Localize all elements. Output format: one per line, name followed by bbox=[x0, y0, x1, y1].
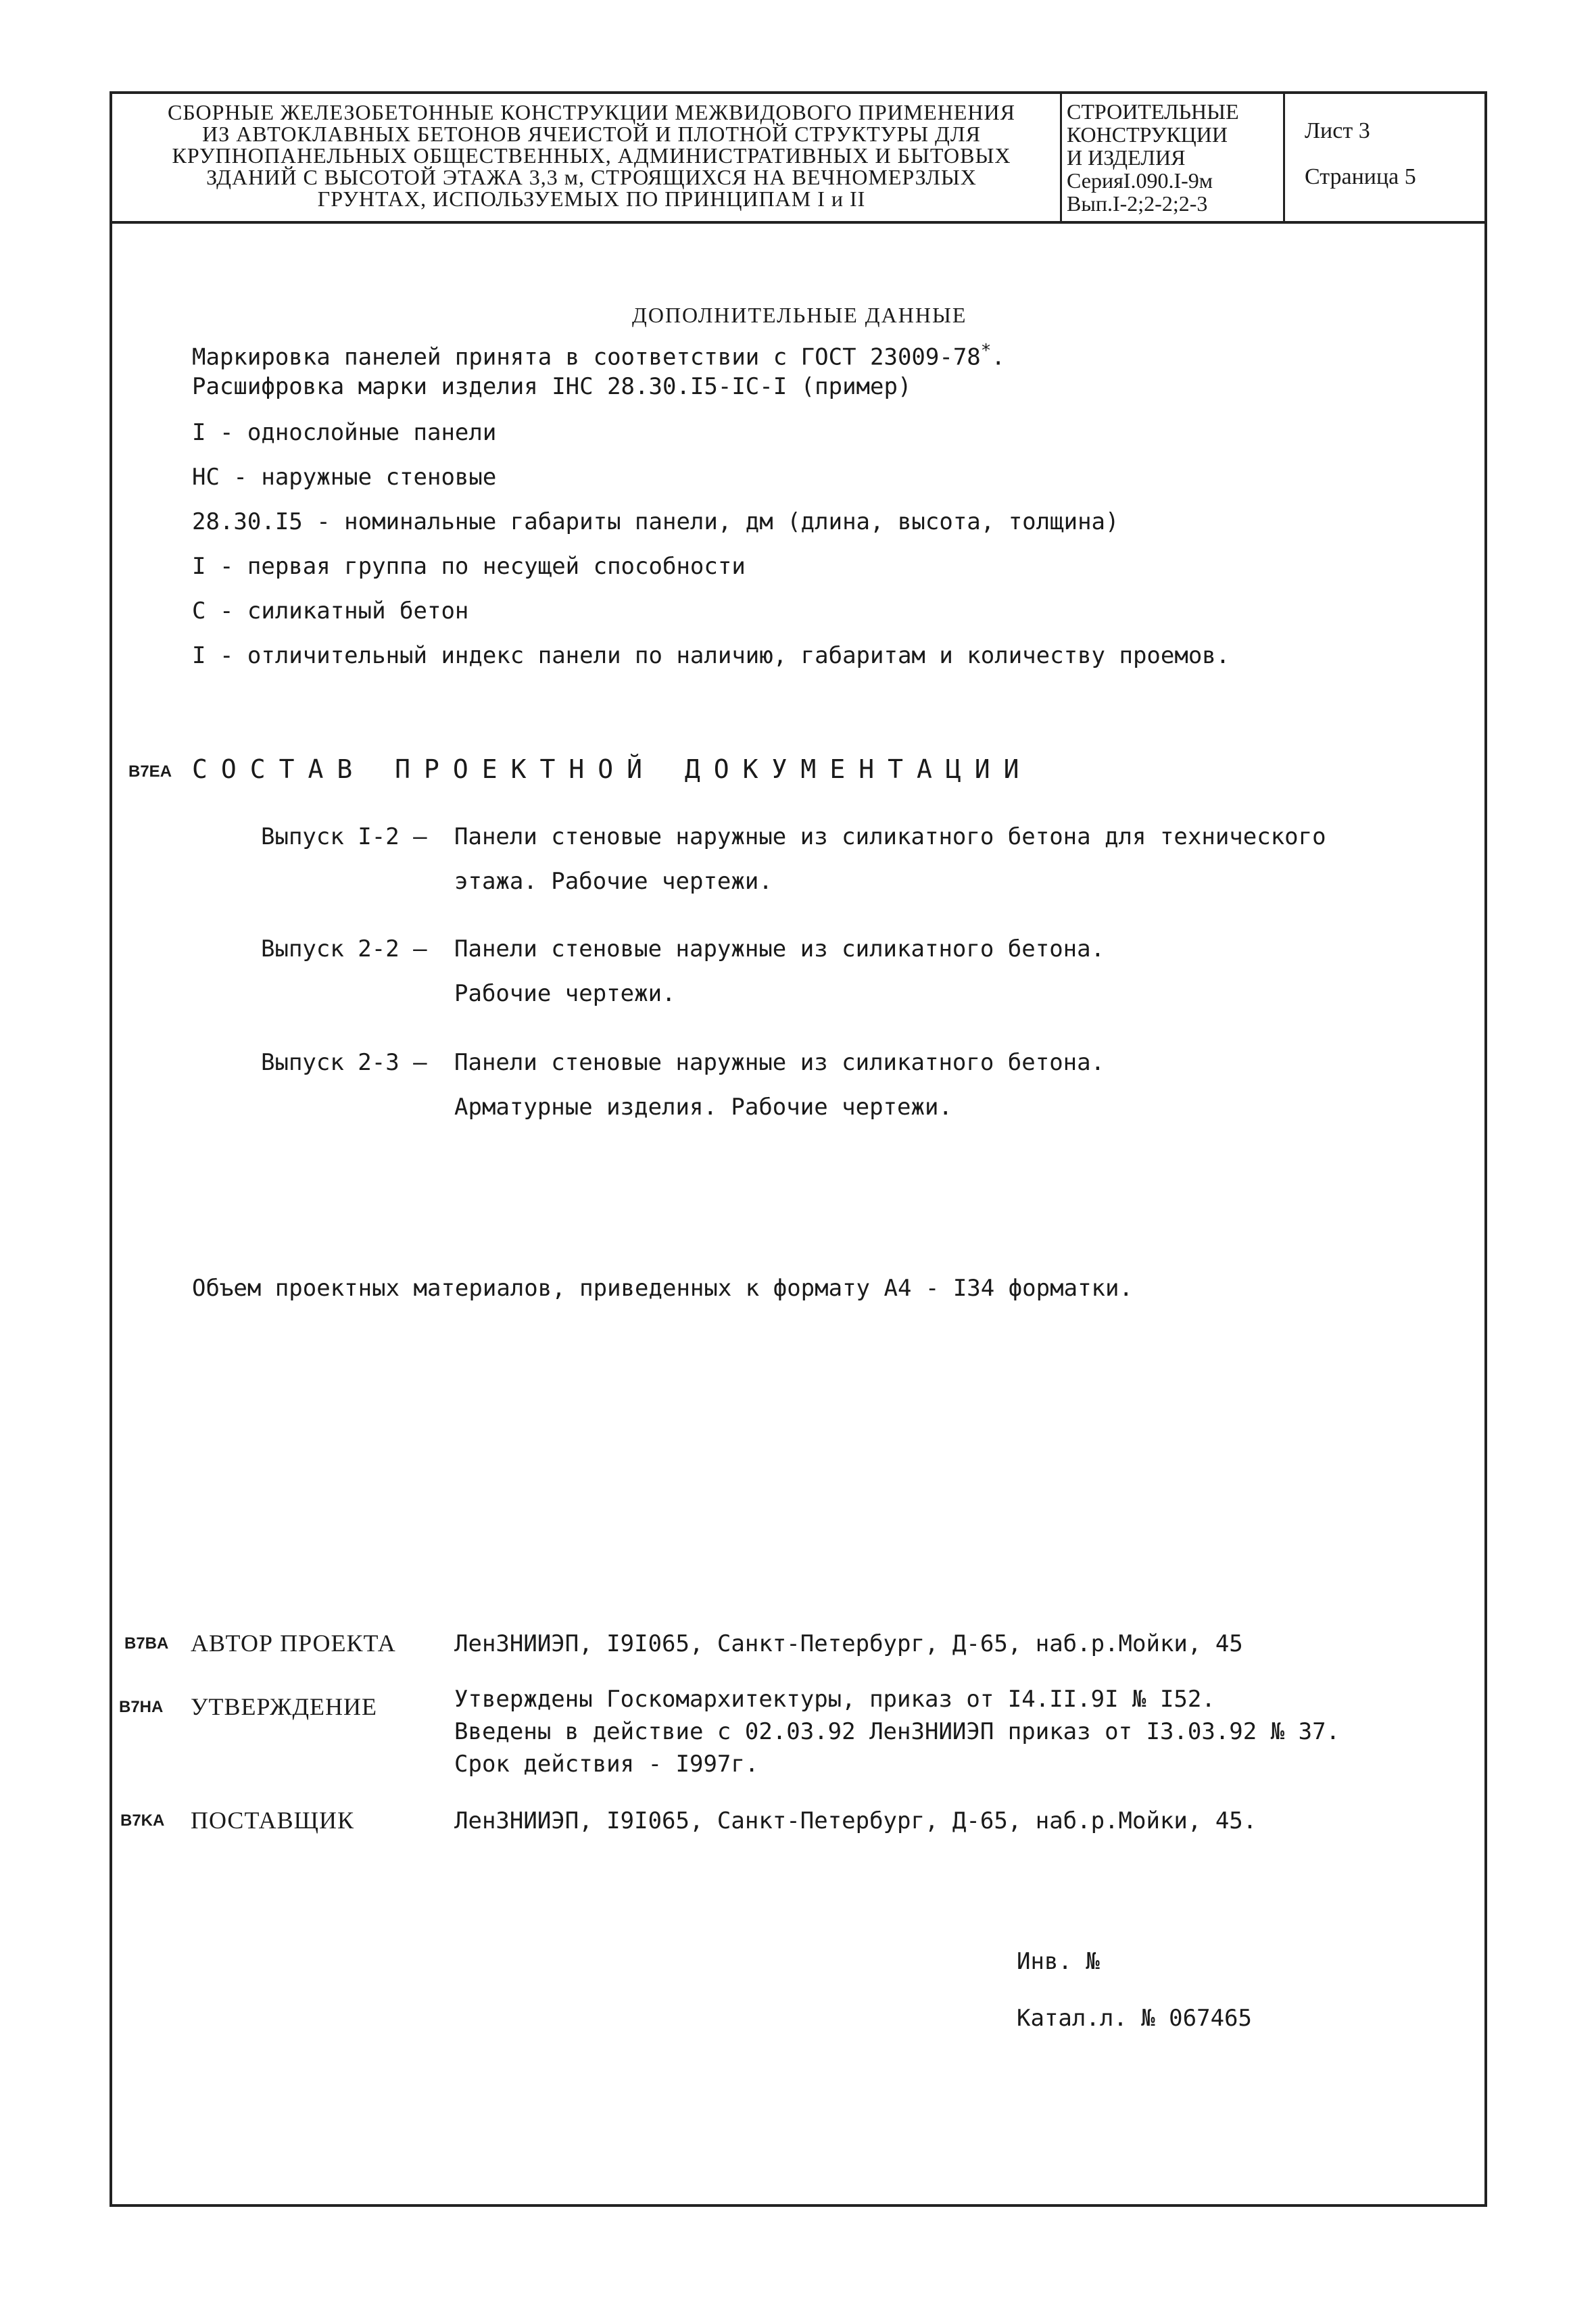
issue-label: Выпуск I-2 — bbox=[261, 823, 427, 850]
issue-label: Выпуск 2-3 — bbox=[261, 1049, 427, 1076]
header-title-line: КРУПНОПАНЕЛЬНЫХ ОБЩЕСТВЕННЫХ, АДМИНИСТРАТИВНЫХ И БЫТОВЫХ bbox=[172, 143, 1011, 168]
decode-item: С - силикатный бетон bbox=[192, 598, 469, 625]
issue-text: Панели стеновые наружные из силикатного бетона. bbox=[454, 1049, 1105, 1076]
header-divider-left bbox=[1060, 91, 1062, 221]
marking-text: Маркировка панелей принята в соответствии с ГОСТ 23009-78 bbox=[192, 343, 981, 371]
supplier-label: ПОСТАВЩИК bbox=[191, 1807, 354, 1834]
marking-dot: . bbox=[991, 343, 1005, 371]
decode-item: I - отличительный индекс панели по наличию, габаритам и количеству проемов. bbox=[192, 642, 1230, 669]
issue-text: Рабочие чертежи. bbox=[454, 980, 676, 1007]
catalog-number: Катал.л. № 067465 bbox=[1017, 2005, 1252, 2032]
decode-line: Расшифровка марки изделия IНС 28.30.I5-IС-I (пример) bbox=[192, 373, 912, 400]
header-divider-right bbox=[1283, 91, 1285, 221]
series-line: СерияI.090.I-9м bbox=[1067, 168, 1213, 193]
approval-line: Введены в действие с 02.03.92 ЛенЗНИИЭП приказ от I3.03.92 № 37. bbox=[454, 1718, 1340, 1745]
page-frame bbox=[110, 91, 1487, 2207]
sheet-label: Лист 3 bbox=[1305, 118, 1370, 143]
header-title-line: СБОРНЫЕ ЖЕЛЕЗОБЕТОННЫЕ КОНСТРУКЦИИ МЕЖВИДОВОГО ПРИМЕНЕНИЯ bbox=[168, 100, 1015, 124]
issue-label: Выпуск 2-2 — bbox=[261, 935, 427, 962]
author-code: B7BA bbox=[124, 1634, 169, 1653]
decode-item: I - однослойные панели bbox=[192, 419, 497, 446]
issue-text: Арматурные изделия. Рабочие чертежи. bbox=[454, 1094, 952, 1121]
header-sheet-info bbox=[1305, 108, 1416, 200]
composition-code: B7EA bbox=[128, 762, 172, 781]
decode-item: НС - наружные стеновые bbox=[192, 464, 497, 491]
header-category bbox=[1067, 100, 1239, 215]
page-label: Страница 5 bbox=[1305, 164, 1416, 189]
category-line: И ИЗДЕЛИЯ bbox=[1067, 145, 1186, 170]
author-value: ЛенЗНИИЭП, I9I065, Санкт-Петербург, Д-65, наб.р.Мойки, 45 bbox=[454, 1630, 1243, 1657]
approval-line: Утверждены Госкомархитектуры, приказ от I4.II.9I № I52. bbox=[454, 1686, 1215, 1713]
issue-text: этажа. Рабочие чертежи. bbox=[454, 868, 773, 895]
header-title-line: ЗДАНИЙ С ВЫСОТОЙ ЭТАЖА 3,3 м, СТРОЯЩИХСЯ НА ВЕЧНОМЕРЗЛЫХ bbox=[206, 165, 977, 189]
approval-code: B7HA bbox=[119, 1698, 164, 1716]
decode-item: 28.30.I5 - номинальные габариты панели, дм (длина, высота, толщина) bbox=[192, 508, 1119, 535]
issue-text: Панели стеновые наружные из силикатного бетона для технического bbox=[454, 823, 1326, 850]
additional-heading: ДОПОЛНИТЕЛЬНЫЕ ДАННЫЕ bbox=[632, 303, 967, 327]
supplier-code: B7KA bbox=[120, 1811, 165, 1830]
marking-line bbox=[192, 341, 1005, 370]
issue-text: Панели стеновые наружные из силикатного бетона. bbox=[454, 935, 1105, 962]
category-line: КОНСТРУКЦИИ bbox=[1067, 122, 1228, 147]
issue-line: Вып.I-2;2-2;2-3 bbox=[1067, 191, 1208, 216]
header-title-line: ГРУНТАХ, ИСПОЛЬЗУЕМЫХ ПО ПРИНЦИПАМ I и II bbox=[317, 187, 866, 211]
supplier-value: ЛенЗНИИЭП, I9I065, Санкт-Петербург, Д-65, наб.р.Мойки, 45. bbox=[454, 1807, 1257, 1834]
approval-label: УТВЕРЖДЕНИЕ bbox=[191, 1693, 378, 1720]
decode-item: I - первая группа по несущей способности bbox=[192, 553, 746, 580]
author-label: АВТОР ПРОЕКТА bbox=[191, 1630, 396, 1657]
header-title-line: ИЗ АВТОКЛАВНЫХ БЕТОНОВ ЯЧЕИСТОЙ И ПЛОТНОЙ СТРУКТУРЫ ДЛЯ bbox=[202, 122, 981, 146]
category-line: СТРОИТЕЛЬНЫЕ bbox=[1067, 99, 1239, 124]
approval-line: Срок действия - I997г. bbox=[454, 1751, 759, 1778]
volume-line: Объем проектных материалов, приведенных к формату А4 - I34 форматки. bbox=[192, 1275, 1133, 1302]
inventory-number: Инв. № bbox=[1017, 1948, 1100, 1975]
composition-heading: СОСТАВ ПРОЕКТНОЙ ДОКУМЕНТАЦИИ bbox=[192, 754, 1033, 784]
marking-star: * bbox=[980, 341, 992, 361]
header-title bbox=[135, 101, 1048, 210]
header-divider bbox=[110, 221, 1487, 224]
